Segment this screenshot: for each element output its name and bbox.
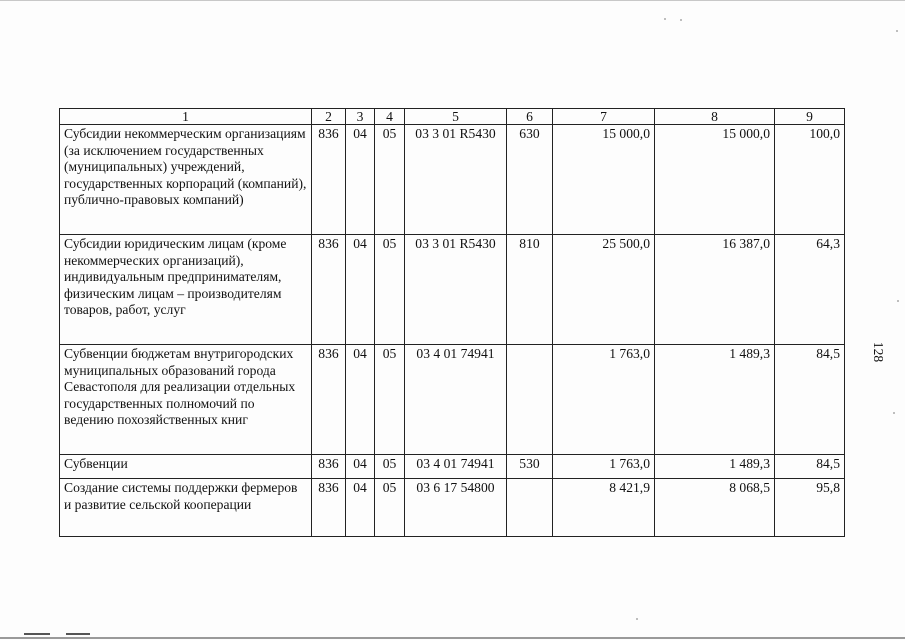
row-percent: 84,5 (775, 345, 845, 455)
row-actual-amount: 16 387,0 (655, 235, 775, 345)
row-planned-amount: 1 763,0 (553, 345, 655, 455)
row-subsection-code: 05 (375, 455, 405, 479)
row-section-code: 04 (346, 479, 375, 537)
table-row (60, 479, 845, 537)
scan-speck (893, 412, 895, 414)
row-actual-amount: 15 000,0 (655, 125, 775, 235)
header-cell-col9: 9 (775, 109, 845, 125)
row-subsection-code: 05 (375, 345, 405, 455)
row-expense-type: 810 (507, 235, 553, 345)
row-percent: 64,3 (775, 235, 845, 345)
scan-speck (897, 300, 899, 302)
row-expense-type: 630 (507, 125, 553, 235)
row-ministry-code: 836 (312, 479, 346, 537)
table-row (60, 125, 845, 235)
row-expense-type (507, 345, 553, 455)
row-name-cell: Субсидии юридическим лицам (кроме некоммерческих организаций), индивидуальным предпринимателям, физическим лицам – производителям товаров, работ, услуг (60, 235, 312, 345)
scan-mark (24, 633, 50, 635)
table-row (60, 235, 845, 345)
row-planned-amount: 1 763,0 (553, 455, 655, 479)
table-row (60, 345, 845, 455)
scan-speck (664, 18, 666, 20)
row-subsection-code: 05 (375, 125, 405, 235)
row-percent: 100,0 (775, 125, 845, 235)
row-actual-amount: 8 068,5 (655, 479, 775, 537)
row-ministry-code: 836 (312, 125, 346, 235)
row-actual-amount: 1 489,3 (655, 345, 775, 455)
scan-mark (66, 633, 90, 635)
row-expense-type: 530 (507, 455, 553, 479)
row-ministry-code: 836 (312, 455, 346, 479)
header-cell-col8: 8 (655, 109, 775, 125)
row-section-code: 04 (346, 455, 375, 479)
row-target-code: 03 3 01 R5430 (405, 235, 507, 345)
row-name-cell: Субсидии некоммерческим организациям (за исключением государственных (муниципальных) учреждений, государственных корпораций (компаний), публично-правовых компаний) (60, 125, 312, 235)
budget-table (59, 108, 845, 537)
header-cell-col4: 4 (375, 109, 405, 125)
row-section-code: 04 (346, 235, 375, 345)
header-cell-col5: 5 (405, 109, 507, 125)
scan-speck (896, 30, 898, 32)
row-planned-amount: 25 500,0 (553, 235, 655, 345)
row-name-cell: Создание системы поддержки фермеров и развитие сельской кооперации (60, 479, 312, 537)
row-target-code: 03 4 01 74941 (405, 455, 507, 479)
row-percent: 84,5 (775, 455, 845, 479)
row-percent: 95,8 (775, 479, 845, 537)
row-planned-amount: 8 421,9 (553, 479, 655, 537)
row-expense-type (507, 479, 553, 537)
table-row (60, 455, 845, 479)
row-target-code: 03 3 01 R5430 (405, 125, 507, 235)
row-target-code: 03 4 01 74941 (405, 345, 507, 455)
row-target-code: 03 6 17 54800 (405, 479, 507, 537)
header-cell-col3: 3 (346, 109, 375, 125)
row-section-code: 04 (346, 125, 375, 235)
table-header-row (60, 109, 845, 125)
row-name-cell: Субвенции (60, 455, 312, 479)
scan-speck (636, 618, 638, 620)
row-ministry-code: 836 (312, 235, 346, 345)
row-planned-amount: 15 000,0 (553, 125, 655, 235)
page-number: 128 (871, 341, 886, 363)
header-cell-col7: 7 (553, 109, 655, 125)
row-subsection-code: 05 (375, 235, 405, 345)
row-subsection-code: 05 (375, 479, 405, 537)
row-ministry-code: 836 (312, 345, 346, 455)
row-actual-amount: 1 489,3 (655, 455, 775, 479)
scan-edge-bottom (0, 637, 905, 639)
row-section-code: 04 (346, 345, 375, 455)
header-cell-col6: 6 (507, 109, 553, 125)
row-name-cell: Субвенции бюджетам внутригородских муниципальных образований города Севастополя для реализации отдельных государственных полномочий по ведению похозяйственных книг (60, 345, 312, 455)
scan-speck (680, 19, 682, 21)
header-cell-col2: 2 (312, 109, 346, 125)
scan-edge-top (0, 0, 905, 1)
header-cell-col1: 1 (60, 109, 312, 125)
